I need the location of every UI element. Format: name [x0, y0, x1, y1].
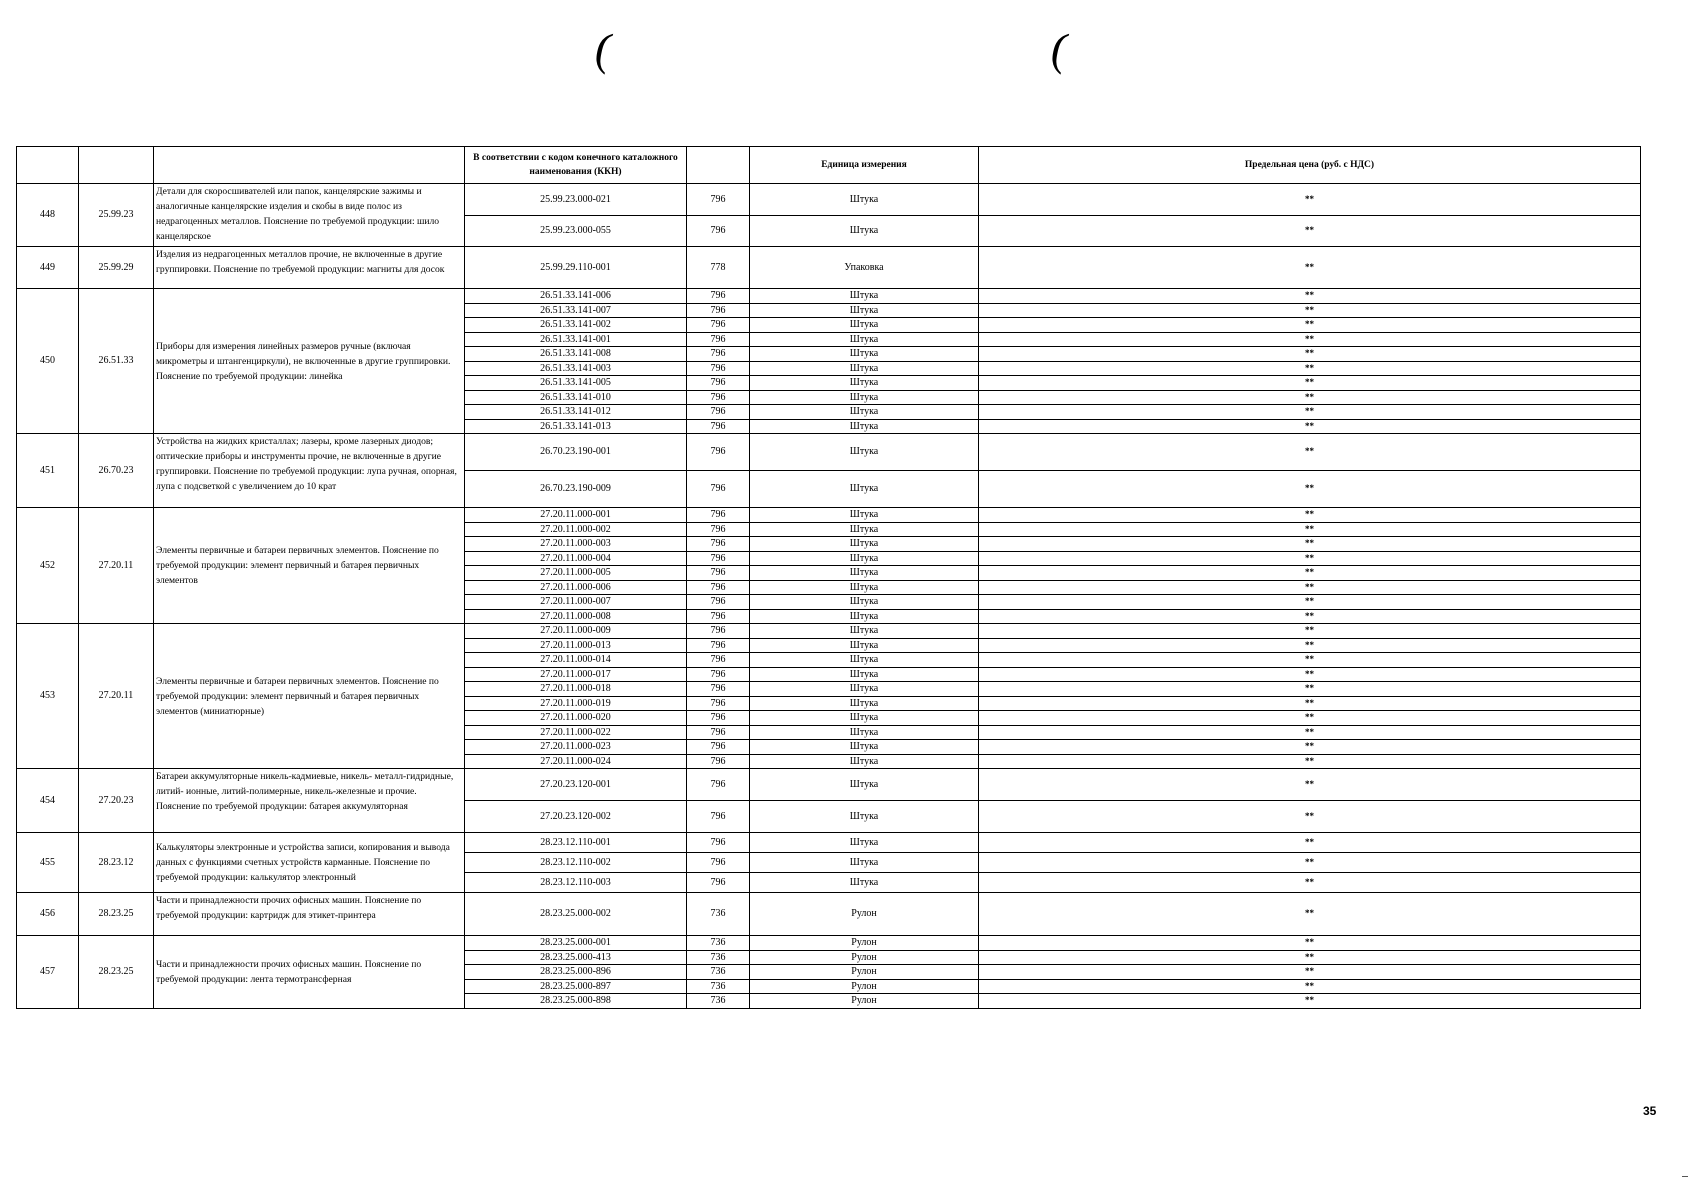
- unit-code: 796: [687, 853, 750, 873]
- kkn-code: 28.23.25.000-002: [465, 893, 687, 936]
- unit-name: Штука: [750, 216, 979, 247]
- unit-name: Рулон: [750, 893, 979, 936]
- max-price: **: [979, 566, 1641, 581]
- unit-code: 736: [687, 950, 750, 965]
- kkn-code: 27.20.11.000-024: [465, 754, 687, 769]
- unit-code: 796: [687, 318, 750, 333]
- unit-code: 736: [687, 893, 750, 936]
- kkn-code: 28.23.12.110-003: [465, 873, 687, 893]
- kkn-code: 26.51.33.141-006: [465, 289, 687, 304]
- kkn-code: 27.20.11.000-004: [465, 551, 687, 566]
- okpd-code: 27.20.11: [79, 508, 154, 624]
- unit-code: 796: [687, 522, 750, 537]
- unit-code: 796: [687, 566, 750, 581]
- unit-name: Штука: [750, 667, 979, 682]
- max-price: **: [979, 711, 1641, 726]
- table-row: [17, 508, 1641, 523]
- unit-code: 796: [687, 624, 750, 639]
- max-price: **: [979, 873, 1641, 893]
- unit-code: 796: [687, 303, 750, 318]
- unit-name: Штука: [750, 853, 979, 873]
- max-price: **: [979, 390, 1641, 405]
- unit-code: 796: [687, 769, 750, 801]
- max-price: **: [979, 638, 1641, 653]
- unit-name: Рулон: [750, 965, 979, 980]
- kkn-code: 26.51.33.141-005: [465, 376, 687, 391]
- okpd-code: 25.99.29: [79, 247, 154, 289]
- max-price: **: [979, 595, 1641, 610]
- unit-name: Рулон: [750, 950, 979, 965]
- unit-code: 796: [687, 609, 750, 624]
- unit-code: 796: [687, 740, 750, 755]
- item-number: 455: [17, 833, 79, 893]
- max-price: **: [979, 696, 1641, 711]
- header-unit: Единица измерения: [750, 147, 979, 184]
- kkn-code: 25.99.23.000-055: [465, 216, 687, 247]
- unit-name: Штука: [750, 754, 979, 769]
- unit-name: Штука: [750, 434, 979, 471]
- kkn-code: 27.20.11.000-014: [465, 653, 687, 668]
- item-description: Части и принадлежности прочих офисных машин. Пояснение по требуемой продукции: картридж для этикет-принтера: [154, 893, 465, 936]
- unit-name: Штука: [750, 638, 979, 653]
- kkn-code: 27.20.11.000-023: [465, 740, 687, 755]
- kkn-code: 26.51.33.141-002: [465, 318, 687, 333]
- table-row: [17, 769, 1641, 801]
- okpd-code: 28.23.25: [79, 936, 154, 1009]
- unit-name: Штука: [750, 303, 979, 318]
- item-number: 448: [17, 184, 79, 247]
- page-number: 35: [1643, 1104, 1657, 1118]
- kkn-code: 26.70.23.190-009: [465, 471, 687, 508]
- item-number: 450: [17, 289, 79, 434]
- max-price: **: [979, 216, 1641, 247]
- max-price: **: [979, 303, 1641, 318]
- max-price: **: [979, 247, 1641, 289]
- unit-code: 796: [687, 216, 750, 247]
- kkn-code: 28.23.25.000-898: [465, 994, 687, 1009]
- kkn-code: 26.51.33.141-001: [465, 332, 687, 347]
- unit-code: 796: [687, 801, 750, 833]
- unit-code: 796: [687, 754, 750, 769]
- unit-name: Штука: [750, 551, 979, 566]
- kkn-code: 26.51.33.141-007: [465, 303, 687, 318]
- unit-code: 736: [687, 979, 750, 994]
- unit-name: Штука: [750, 769, 979, 801]
- kkn-code: 27.20.11.000-001: [465, 508, 687, 523]
- max-price: **: [979, 361, 1641, 376]
- unit-name: Штука: [750, 682, 979, 697]
- scan-tick-mark: [1682, 1176, 1688, 1177]
- kkn-code: 27.20.11.000-005: [465, 566, 687, 581]
- unit-name: Штука: [750, 361, 979, 376]
- unit-code: 796: [687, 653, 750, 668]
- max-price: **: [979, 740, 1641, 755]
- okpd-code: 26.51.33: [79, 289, 154, 434]
- unit-code: 796: [687, 638, 750, 653]
- unit-name: Штука: [750, 289, 979, 304]
- handwritten-mark: (: [590, 21, 617, 76]
- unit-code: 796: [687, 289, 750, 304]
- max-price: **: [979, 725, 1641, 740]
- kkn-code: 27.20.11.000-020: [465, 711, 687, 726]
- unit-code: 796: [687, 508, 750, 523]
- item-description: Приборы для измерения линейных размеров ручные (включая микрометры и штангенциркули), не включенные в другие группировки. Пояснение по требуемой продукции: линейка: [154, 289, 465, 434]
- item-description: Детали для скоросшивателей или папок, канцелярские зажимы и аналогичные канцелярские изделия и скобы в виде полос из недрагоценных металлов. Пояснение по требуемой продукции: шило канцелярское: [154, 184, 465, 247]
- kkn-code: 28.23.25.000-413: [465, 950, 687, 965]
- max-price: **: [979, 853, 1641, 873]
- unit-code: 796: [687, 711, 750, 726]
- header-cell-num: [17, 147, 79, 184]
- unit-name: Штука: [750, 184, 979, 216]
- unit-code: 796: [687, 873, 750, 893]
- unit-code: 796: [687, 667, 750, 682]
- handwritten-mark: (: [1046, 21, 1073, 76]
- kkn-code: 28.23.12.110-002: [465, 853, 687, 873]
- max-price: **: [979, 936, 1641, 951]
- max-price: **: [979, 537, 1641, 552]
- item-description: Батареи аккумуляторные никель-кадмиевые, никель- металл-гидридные, литий- ионные, литий-полимерные, никель-железные и прочие. Пояснение по требуемой продукции: батарея аккумуляторная: [154, 769, 465, 833]
- max-price: **: [979, 405, 1641, 420]
- unit-name: Штука: [750, 537, 979, 552]
- kkn-code: 27.20.23.120-002: [465, 801, 687, 833]
- okpd-code: 25.99.23: [79, 184, 154, 247]
- item-number: 452: [17, 508, 79, 624]
- item-description: Калькуляторы электронные и устройства записи, копирования и вывода данных с функциями счетных устройств карманные. Пояснение по требуемой продукции: калькулятор электронный: [154, 833, 465, 893]
- unit-code: 796: [687, 332, 750, 347]
- kkn-code: 27.20.11.000-022: [465, 725, 687, 740]
- item-description: Части и принадлежности прочих офисных машин. Пояснение по требуемой продукции: лента термотрансферная: [154, 936, 465, 1009]
- unit-name: Штука: [750, 595, 979, 610]
- table-row: [17, 434, 1641, 471]
- unit-code: 796: [687, 405, 750, 420]
- unit-name: Штука: [750, 580, 979, 595]
- kkn-code: 27.20.11.000-013: [465, 638, 687, 653]
- unit-code: 796: [687, 833, 750, 853]
- unit-code: 796: [687, 471, 750, 508]
- kkn-code: 28.23.25.000-896: [465, 965, 687, 980]
- item-description: Устройства на жидких кристаллах; лазеры, кроме лазерных диодов; оптические приборы и инструменты прочие, не включенные в другие группировки. Пояснение по требуемой продукции: лупа ручная, опорная, лупа с подсветкой с увеличением до 10 крат: [154, 434, 465, 508]
- header-kkn: В соответствии с кодом конечного каталожного наименования (ККН): [465, 147, 687, 184]
- unit-code: 736: [687, 936, 750, 951]
- unit-name: Штука: [750, 624, 979, 639]
- unit-name: Штука: [750, 522, 979, 537]
- unit-code: 796: [687, 434, 750, 471]
- item-description: Элементы первичные и батареи первичных элементов. Пояснение по требуемой продукции: элемент первичный и батарея первичных элементов (миниатюрные): [154, 624, 465, 769]
- table-row: [17, 289, 1641, 304]
- unit-code: 796: [687, 347, 750, 362]
- kkn-code: 28.23.25.000-897: [465, 979, 687, 994]
- unit-name: Штука: [750, 508, 979, 523]
- max-price: **: [979, 609, 1641, 624]
- unit-name: Штука: [750, 318, 979, 333]
- table-row: [17, 833, 1641, 853]
- max-price: **: [979, 801, 1641, 833]
- unit-name: Рулон: [750, 994, 979, 1009]
- max-price: **: [979, 833, 1641, 853]
- unit-name: Штука: [750, 873, 979, 893]
- kkn-code: 26.51.33.141-008: [465, 347, 687, 362]
- max-price: **: [979, 893, 1641, 936]
- item-number: 457: [17, 936, 79, 1009]
- unit-name: Штука: [750, 801, 979, 833]
- unit-name: Штука: [750, 711, 979, 726]
- unit-code: 736: [687, 994, 750, 1009]
- max-price: **: [979, 624, 1641, 639]
- kkn-code: 26.51.33.141-003: [465, 361, 687, 376]
- unit-name: Штука: [750, 653, 979, 668]
- unit-code: 796: [687, 682, 750, 697]
- max-price: **: [979, 522, 1641, 537]
- unit-name: Штука: [750, 405, 979, 420]
- max-price: **: [979, 950, 1641, 965]
- unit-code: 796: [687, 696, 750, 711]
- unit-name: Штука: [750, 740, 979, 755]
- kkn-code: 27.20.11.000-003: [465, 537, 687, 552]
- table-row: [17, 936, 1641, 951]
- unit-code: 796: [687, 551, 750, 566]
- unit-name: Штука: [750, 419, 979, 434]
- item-number: 453: [17, 624, 79, 769]
- okpd-code: 28.23.25: [79, 893, 154, 936]
- unit-name: Штука: [750, 609, 979, 624]
- okpd-code: 26.70.23: [79, 434, 154, 508]
- unit-code: 796: [687, 361, 750, 376]
- max-price: **: [979, 754, 1641, 769]
- max-price: **: [979, 551, 1641, 566]
- okpd-code: 27.20.23: [79, 769, 154, 833]
- unit-code: 796: [687, 537, 750, 552]
- unit-code: 796: [687, 595, 750, 610]
- max-price: **: [979, 994, 1641, 1009]
- max-price: **: [979, 580, 1641, 595]
- price-table: [16, 146, 1641, 1009]
- item-description: Элементы первичные и батареи первичных элементов. Пояснение по требуемой продукции: элемент первичный и батарея первичных элементов: [154, 508, 465, 624]
- unit-name: Штука: [750, 833, 979, 853]
- kkn-code: 26.51.33.141-012: [465, 405, 687, 420]
- max-price: **: [979, 965, 1641, 980]
- okpd-code: 28.23.12: [79, 833, 154, 893]
- kkn-code: 25.99.29.110-001: [465, 247, 687, 289]
- okpd-code: 27.20.11: [79, 624, 154, 769]
- unit-code: 796: [687, 580, 750, 595]
- max-price: **: [979, 979, 1641, 994]
- unit-name: Штука: [750, 566, 979, 581]
- item-number: 451: [17, 434, 79, 508]
- kkn-code: 27.20.11.000-002: [465, 522, 687, 537]
- max-price: **: [979, 508, 1641, 523]
- max-price: **: [979, 653, 1641, 668]
- unit-name: Упаковка: [750, 247, 979, 289]
- unit-code: 778: [687, 247, 750, 289]
- kkn-code: 26.70.23.190-001: [465, 434, 687, 471]
- max-price: **: [979, 184, 1641, 216]
- unit-code: 796: [687, 725, 750, 740]
- unit-code: 796: [687, 184, 750, 216]
- max-price: **: [979, 419, 1641, 434]
- kkn-code: 27.20.11.000-008: [465, 609, 687, 624]
- unit-code: 796: [687, 390, 750, 405]
- table-header-row: [17, 147, 1641, 184]
- max-price: **: [979, 289, 1641, 304]
- kkn-code: 27.20.11.000-009: [465, 624, 687, 639]
- kkn-code: 27.20.23.120-001: [465, 769, 687, 801]
- unit-name: Штука: [750, 696, 979, 711]
- unit-name: Штука: [750, 390, 979, 405]
- kkn-code: 26.51.33.141-010: [465, 390, 687, 405]
- kkn-code: 25.99.23.000-021: [465, 184, 687, 216]
- item-number: 454: [17, 769, 79, 833]
- kkn-code: 26.51.33.141-013: [465, 419, 687, 434]
- unit-code: 736: [687, 965, 750, 980]
- kkn-code: 27.20.11.000-006: [465, 580, 687, 595]
- item-number: 449: [17, 247, 79, 289]
- kkn-code: 28.23.12.110-001: [465, 833, 687, 853]
- header-price: Предельная цена (руб. с НДС): [979, 147, 1641, 184]
- max-price: **: [979, 332, 1641, 347]
- table-row: [17, 893, 1641, 936]
- max-price: **: [979, 318, 1641, 333]
- unit-name: Штука: [750, 347, 979, 362]
- max-price: **: [979, 471, 1641, 508]
- kkn-code: 28.23.25.000-001: [465, 936, 687, 951]
- table-row: [17, 247, 1641, 289]
- unit-name: Рулон: [750, 979, 979, 994]
- kkn-code: 27.20.11.000-018: [465, 682, 687, 697]
- kkn-code: 27.20.11.000-017: [465, 667, 687, 682]
- unit-name: Штука: [750, 471, 979, 508]
- max-price: **: [979, 376, 1641, 391]
- header-cell-desc: [154, 147, 465, 184]
- table-row: [17, 624, 1641, 639]
- unit-name: Рулон: [750, 936, 979, 951]
- unit-code: 796: [687, 419, 750, 434]
- max-price: **: [979, 769, 1641, 801]
- kkn-code: 27.20.11.000-019: [465, 696, 687, 711]
- kkn-code: 27.20.11.000-007: [465, 595, 687, 610]
- table-row: [17, 184, 1641, 216]
- max-price: **: [979, 682, 1641, 697]
- unit-code: 796: [687, 376, 750, 391]
- max-price: **: [979, 434, 1641, 471]
- max-price: **: [979, 667, 1641, 682]
- item-description: Изделия из недрагоценных металлов прочие, не включенные в другие группировки. Пояснение по требуемой продукции: магниты для досок: [154, 247, 465, 289]
- unit-name: Штука: [750, 376, 979, 391]
- max-price: **: [979, 347, 1641, 362]
- unit-name: Штука: [750, 725, 979, 740]
- header-cell-code: [687, 147, 750, 184]
- unit-name: Штука: [750, 332, 979, 347]
- header-cell-okpd: [79, 147, 154, 184]
- item-number: 456: [17, 893, 79, 936]
